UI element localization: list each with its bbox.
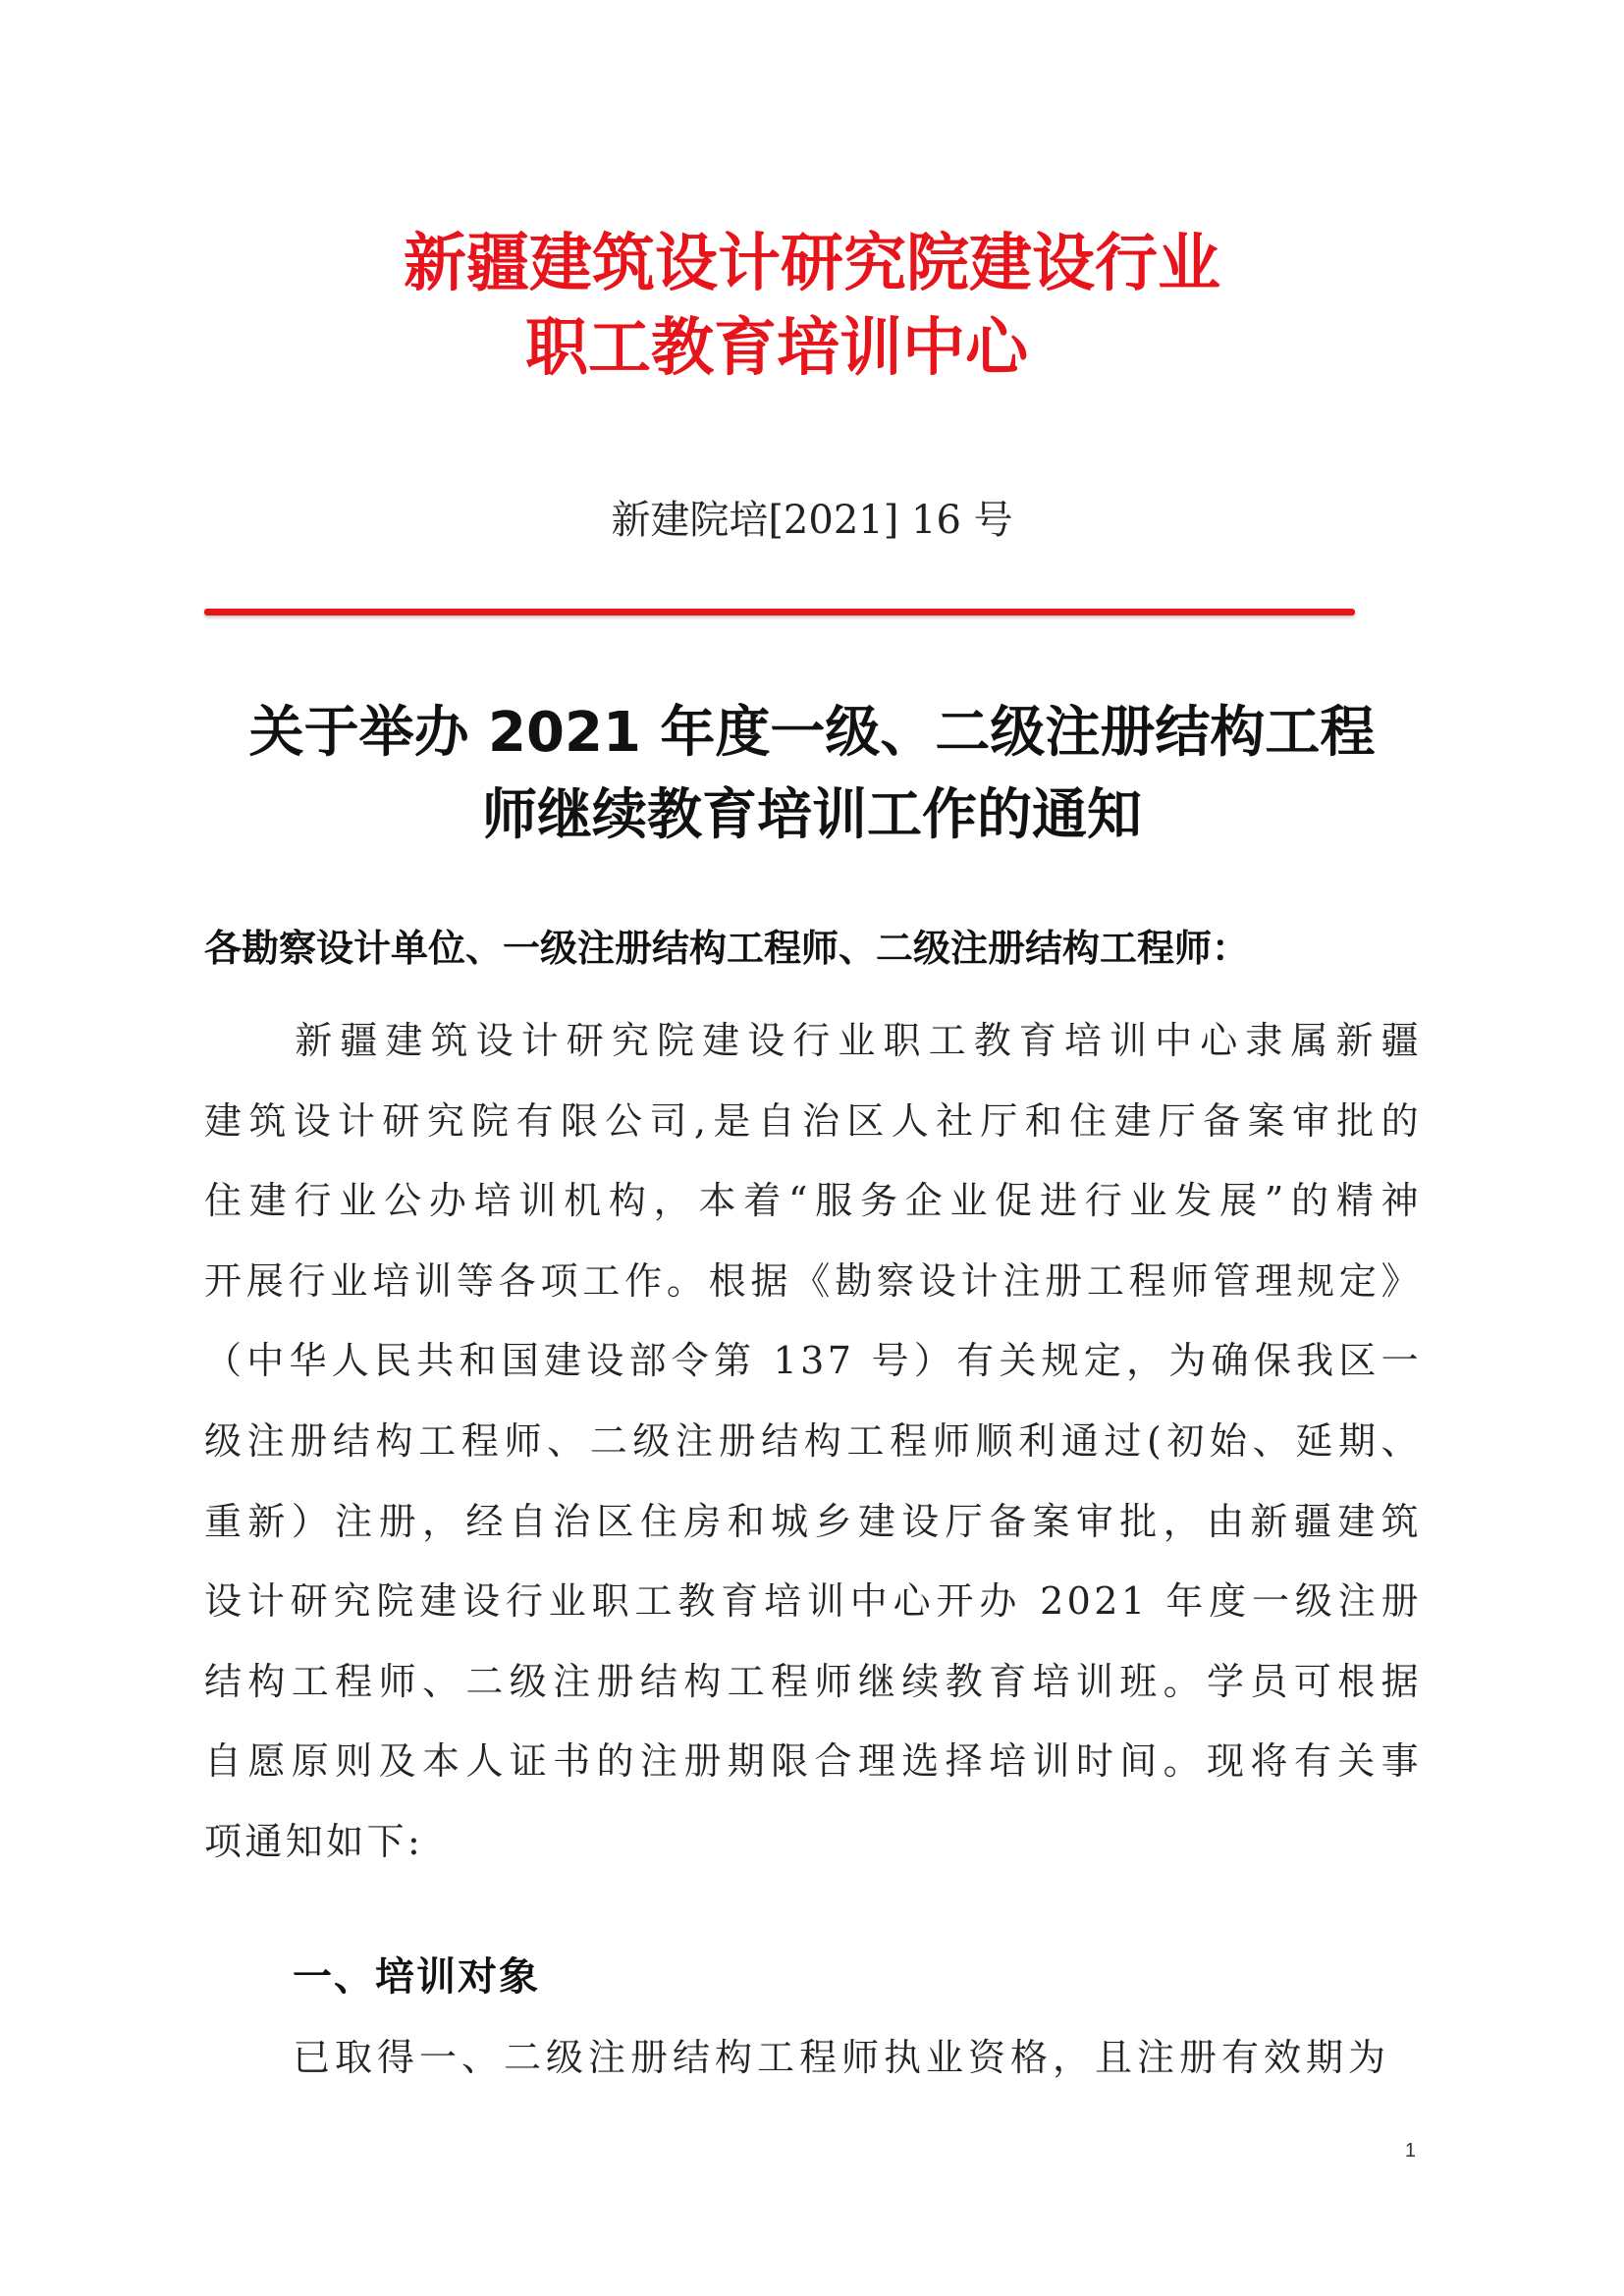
body-line: 建筑设计研究院有限公司,是自治区人社厅和住建厅备案审批的	[204, 1098, 1422, 1143]
body-line: 级注册结构工程师、二级注册结构工程师顺利通过(初始、延期、	[204, 1418, 1422, 1463]
salutation: 各勘察设计单位、一级注册结构工程师、二级注册结构工程师：	[204, 927, 1250, 970]
body-line: 结构工程师、二级注册结构工程师继续教育培训班。学员可根据	[204, 1659, 1422, 1703]
body-line: 自愿原则及本人证书的注册期限合理选择培训时间。现将有关事	[204, 1739, 1422, 1784]
issuer-header-line-2: 职工教育培训中心	[525, 311, 1028, 385]
section-heading-training-target: 一、培训对象	[293, 1954, 540, 2000]
body-line: （中华人民共和国建设部令第 137 号）有关规定，为确保我区一	[204, 1339, 1422, 1383]
issuer-header-line-1: 新疆建筑设计研究院建设行业	[404, 227, 1220, 300]
red-divider-line	[204, 609, 1355, 615]
notice-title-line-1: 关于举办 2021 年度一级、二级注册结构工程	[248, 701, 1376, 765]
body-line: 项通知如下:	[204, 1819, 424, 1863]
notice-title	[0, 692, 1624, 857]
body-paragraph	[204, 1001, 1422, 1883]
body-line: 设计研究院建设行业职工教育培训中心开办 2021 年度一级注册	[204, 1579, 1422, 1624]
body-line: 重新）注册，经自治区住房和城乡建设厅备案审批，由新疆建筑	[204, 1499, 1422, 1543]
document-number: 新建院培[2021] 16 号	[611, 498, 1013, 543]
notice-title-line-2: 师继续教育培训工作的通知	[482, 783, 1142, 847]
issuer-header	[0, 222, 1624, 391]
page-number: 1	[1404, 2140, 1416, 2162]
section-text-training-target: 已取得一、二级注册结构工程师执业资格，且注册有效期为	[293, 2036, 1391, 2079]
body-line: 住建行业公办培训机构，本着“服务企业促进行业发展”的精神	[204, 1179, 1422, 1223]
body-line: 新疆建筑设计研究院建设行业职工教育培训中心隶属新疆	[204, 1019, 1422, 1062]
body-line: 开展行业培训等各项工作。根据《勘察设计注册工程师管理规定》	[204, 1258, 1422, 1303]
